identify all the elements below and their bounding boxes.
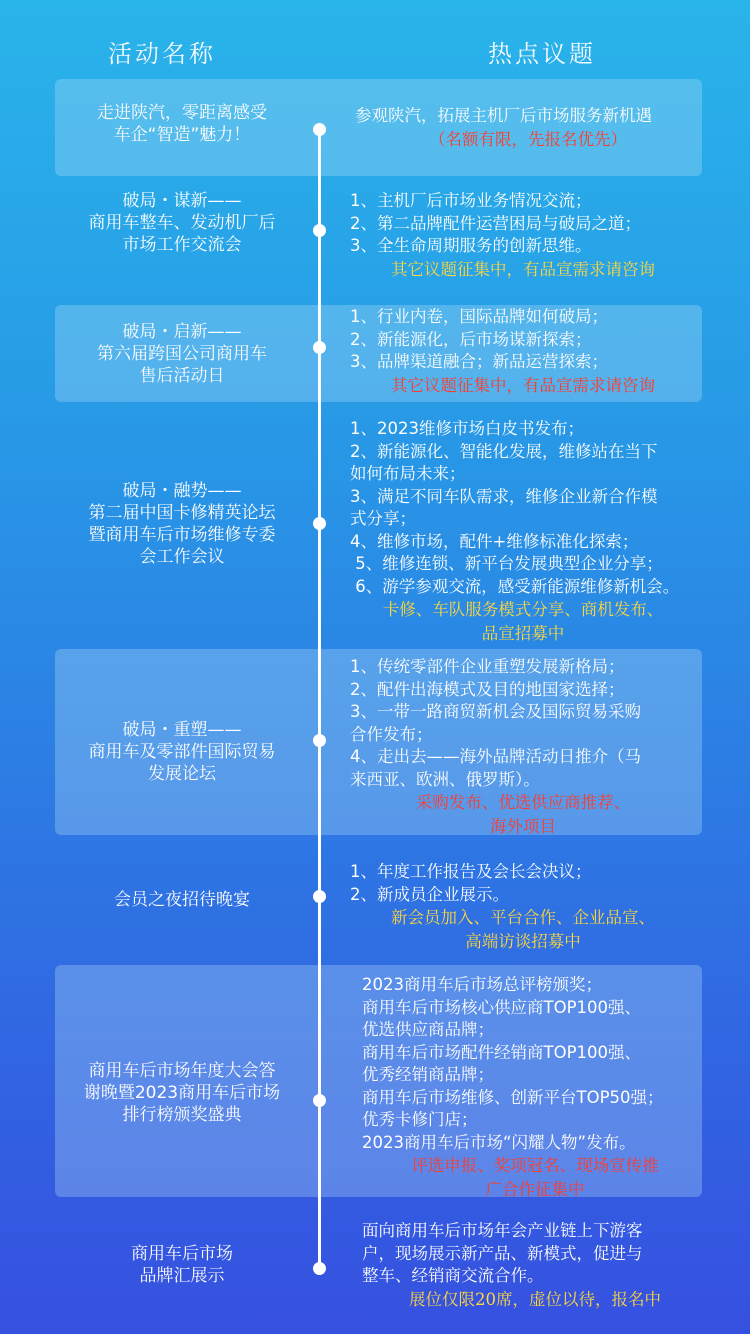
topic-item: 3、品牌渠道融合；新品运营探索；: [350, 352, 608, 371]
topic-item: 2、新能源化、智能化发展，维修站在当下: [350, 441, 658, 461]
topic-list: [362, 974, 708, 1202]
activity-name: [62, 889, 302, 911]
topic-note: 其它议题征集中，有品宣需求请咨询: [391, 375, 655, 395]
activity-name-line: 发展论坛: [148, 764, 216, 784]
topic-list: [350, 306, 696, 398]
topic-item: 面向商用车后市场年会产业链上下游客: [362, 1221, 643, 1240]
topic-note: （名额有限，先报名优先）: [429, 129, 627, 149]
activity-name-line: 走进陕汽，零距离感受: [97, 103, 267, 123]
topic-item: 如何布局未来；: [350, 464, 466, 483]
topic-list: [362, 1220, 708, 1312]
activity-name: [62, 190, 302, 256]
topic-item: 3、全生命周期服务的创新思维。: [350, 236, 592, 255]
timeline-dot: [313, 123, 326, 136]
topic-item: 1、年度工作报告及会长会决议；: [350, 862, 592, 881]
topic-item: 2、新成员企业展示。: [350, 884, 509, 904]
activity-name-line: 会工作会议: [139, 547, 225, 567]
activity-name-line: 谢晚暨2023商用车后市场: [83, 1083, 281, 1103]
topic-item: 2、配件出海模式及目的地国家选择；: [350, 679, 625, 699]
timeline-dot: [313, 1094, 326, 1107]
topic-item: 3、一带一路商贸新机会及国际贸易采购: [350, 702, 641, 721]
activity-name-line: 第二届中国卡修精英论坛: [88, 503, 276, 523]
topic-item: 优秀经销商品牌；: [362, 1065, 494, 1084]
topic-list: [355, 105, 701, 152]
topic-note: 新会员加入、平台合作、企业品宣、: [391, 908, 655, 927]
topic-note: 广合作征集中: [485, 1180, 585, 1199]
topic-item: 商用车后市场核心供应商TOP100强、: [362, 997, 642, 1017]
topic-note: 其它议题征集中，有品宣需求请咨询: [391, 259, 655, 279]
activity-name-line: 破局・谋新——: [122, 191, 242, 211]
activity-name: [62, 719, 302, 785]
topic-note: 海外项目: [490, 817, 556, 836]
activity-name-line: 会员之夜招待晚宴: [114, 890, 250, 910]
activity-name-line: 排行榜颁奖盛典: [122, 1105, 242, 1125]
topic-item: 优秀卡修门店；: [362, 1110, 478, 1129]
topic-item: 3、满足不同车队需求，维修企业新合作模: [350, 486, 658, 506]
topic-item: 6、游学参观交流，感受新能源维修新机会。: [350, 576, 680, 596]
topic-item: 4、维修市场，配件+维修标准化探索；: [350, 531, 639, 551]
topic-note: 采购发布、优选供应商推荐、: [415, 793, 631, 812]
topic-item: 式分享；: [350, 509, 416, 528]
topic-note: 展位仅限20席，虚位以待，报名中: [409, 1289, 661, 1309]
topic-note: 评选申报、奖项冠名、现场宣传推: [411, 1156, 659, 1175]
topic-item: 2023商用车后市场“闪耀人物”发布。: [362, 1132, 636, 1152]
activity-name: [62, 102, 302, 146]
activity-name-line: 市场工作交流会: [122, 235, 242, 255]
activity-name-line: 商用车及零部件国际贸易: [88, 742, 276, 762]
timeline-dot: [313, 341, 326, 354]
topic-item: 1、2023维修市场白皮书发布；: [350, 419, 584, 438]
timeline-dot: [313, 890, 326, 903]
topic-item: 4、走出去——海外品牌活动日推介（马: [350, 747, 641, 766]
topic-item: 2、新能源化，后市场谋新探索；: [350, 329, 592, 349]
topic-item: 2023商用车后市场总评榜颁奖；: [362, 975, 602, 994]
activity-name-line: 破局・重塑——: [122, 720, 242, 740]
activity-name-line: 商用车整车、发动机厂后: [88, 213, 276, 233]
topic-item: 1、主机厂后市场业务情况交流；: [350, 191, 592, 210]
topic-item: 户，现场展示新产品、新模式，促进与: [362, 1243, 643, 1263]
timeline-dot: [313, 517, 326, 530]
timeline-dot: [313, 224, 326, 237]
topic-item: 1、行业内卷，国际品牌如何破局；: [350, 307, 608, 326]
topic-note: 卡修、车队服务模式分享、商机发布、: [382, 600, 664, 619]
activity-name-line: 破局・融势——: [122, 481, 242, 501]
timeline-dot: [313, 1262, 326, 1275]
topic-item: 优选供应商品牌；: [362, 1020, 494, 1039]
activity-name: [62, 480, 302, 568]
topic-note: 品宣招募中: [481, 624, 565, 643]
activity-name-line: 品牌汇展示: [139, 1266, 225, 1286]
topic-item: 参观陕汽，拓展主机厂后市场服务新机遇: [355, 106, 652, 125]
column-header-activity-name: 活动名称: [108, 40, 216, 68]
activity-name-line: 暨商用车后市场维修专委: [88, 525, 276, 545]
activity-name-line: 商用车后市场: [131, 1244, 233, 1264]
topic-item: 商用车后市场维修、创新平台TOP50强；: [362, 1087, 664, 1107]
activity-name-line: 破局・启新——: [122, 322, 242, 342]
topic-list: [350, 418, 696, 646]
topic-item: 合作发布；: [350, 724, 433, 744]
topic-item: 1、传统零部件企业重塑发展新格局；: [350, 657, 625, 676]
topic-list: [350, 861, 696, 954]
topic-item: 来西亚、欧洲、俄罗斯）。: [350, 769, 540, 789]
topic-item: 商用车后市场配件经销商TOP100强、: [362, 1042, 642, 1062]
activity-name-line: 第六届跨国公司商用车: [97, 344, 267, 364]
topic-note: 高端访谈招募中: [465, 932, 581, 951]
activity-name: [62, 321, 302, 387]
topic-item: 2、第二品牌配件运营困局与破局之道；: [350, 213, 641, 233]
activity-name-line: 车企“智造”魅力！: [113, 125, 251, 145]
activity-name: [62, 1060, 302, 1126]
column-header-hot-topics: 热点议题: [488, 40, 596, 68]
topic-list: [350, 656, 696, 839]
topic-item: 整车、经销商交流合作。: [362, 1266, 544, 1285]
activity-name-line: 商用车后市场年度大会答: [88, 1061, 276, 1081]
activity-name: [62, 1243, 302, 1287]
timeline-dot: [313, 734, 326, 747]
activity-name-line: 售后活动日: [139, 366, 225, 386]
topic-item: 5、维修连锁、新平台发展典型企业分享；: [350, 554, 663, 573]
topic-list: [350, 190, 696, 282]
